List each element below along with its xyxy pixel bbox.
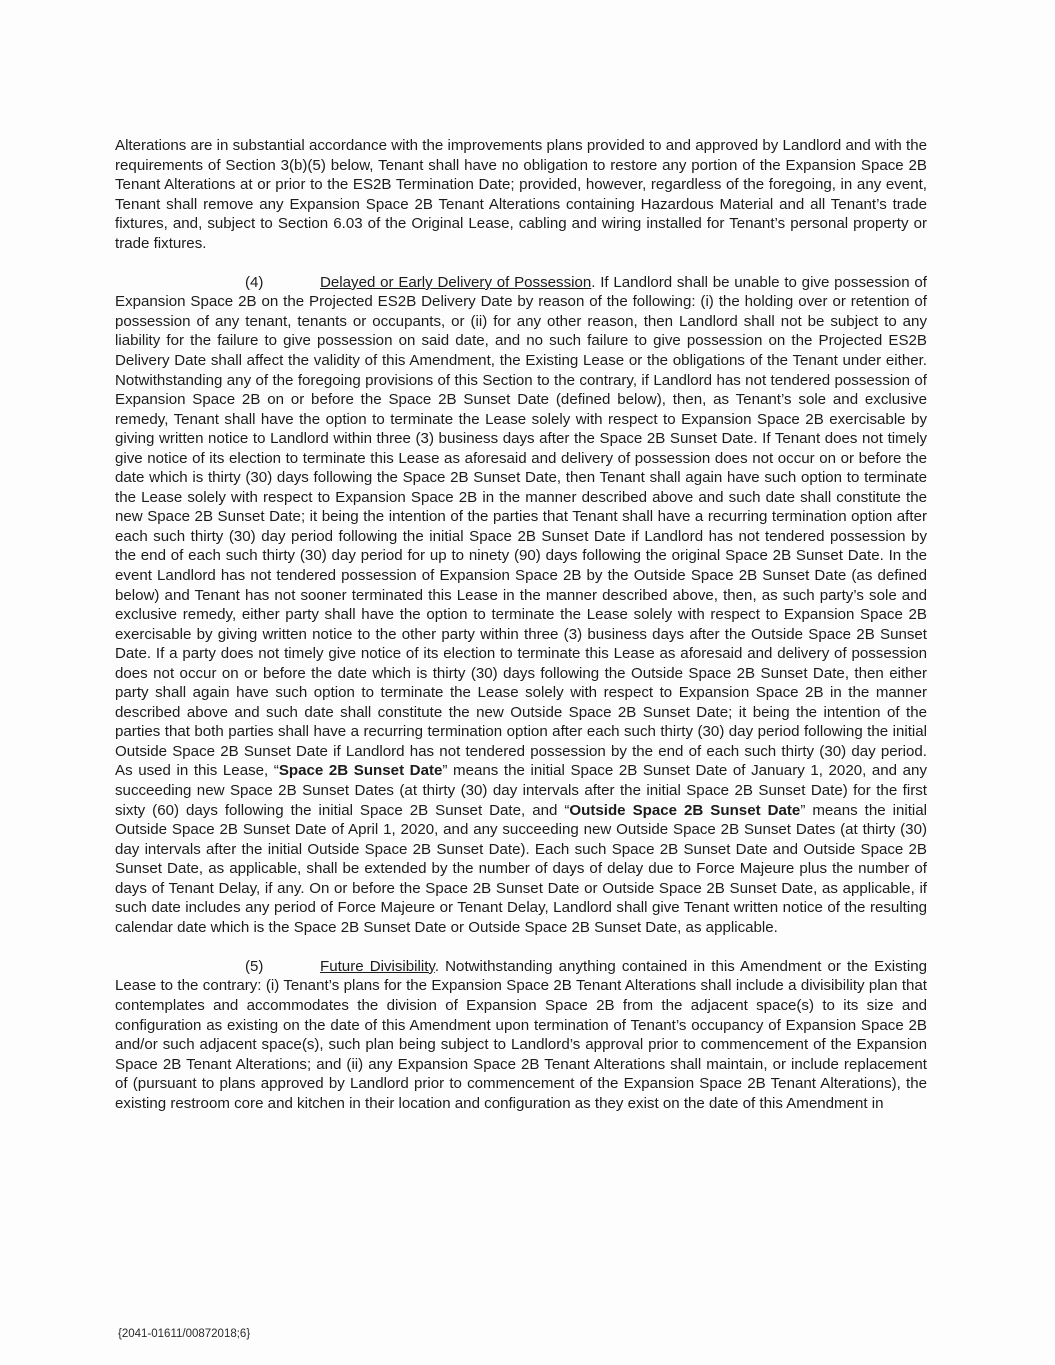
section-4-delayed-delivery (115, 273, 927, 938)
section-5-heading: Future Divisibility (320, 957, 435, 975)
document-body (115, 136, 927, 1133)
section-4-text-b: ” means the initial Space 2B Sunset Date of January 1, 2020, and any succeeding new Space 2B Sunset Dates (at thirty (30) day intervals after the initial Space 2B Sunset Date) for the first sixty (60) days following the initial Space 2B Sunset Date, and “ (115, 762, 927, 819)
document-footer-id: {2041-01611/00872018;6} (118, 1328, 251, 1340)
section-5-text: . Notwithstanding anything contained in this Amendment or the Existing Lease to the contrary: (i) Tenant’s plans for the Expansion Space 2B Tenant Alterations shall include a divisibility plan that contemplates and accommodates the division of Expansion Space 2B from the adjacent space(s) to its size and configuration as existing on the date of this Amendment upon termination of Tenant’s occupancy of Expansion Space 2B and/or such adjacent space(s), such plan being subject to Landlord’s approval prior to commencement of the Expansion Space 2B Tenant Alterations; and (ii) any Expansion Space 2B Tenant Alterations shall maintain, or include replacement of (pursuant to plans approved by Landlord prior to commencement of the Expansion Space 2B Tenant Alterations), the existing restroom core and kitchen in their location and configuration as they exist on the date of this Amendment in (115, 957, 927, 1112)
section-5-future-divisibility (115, 957, 927, 1113)
section-5-number: (5) (245, 957, 264, 975)
paragraph-alterations-text: Alterations are in substantial accordance with the improvements plans provided to and approved by Landlord and with the requirements of Section 3(b)(5) below, Tenant shall have no obligation to restore any portion of the Expansion Space 2B Tenant Alterations at or prior to the ES2B Termination Date; provided, however, regardless of the foregoing, in any event, Tenant shall remove any Expansion Space 2B Tenant Alterations containing Hazardous Material and all Tenant’s trade fixtures, and, subject to Section 6.03 of the Original Lease, cabling and wiring installed for Tenant’s personal property or trade fixtures. (115, 137, 927, 252)
term-outside-space-2b-sunset-date: Outside Space 2B Sunset Date (569, 801, 801, 819)
section-4-heading: Delayed or Early Delivery of Possession (320, 273, 592, 291)
term-space-2b-sunset-date: Space 2B Sunset Date (278, 762, 443, 780)
paragraph-alterations (115, 136, 927, 253)
section-4-text-c: ” means the initial Outside Space 2B Sunset Date of April 1, 2020, and any succeeding new Outside Space 2B Sunset Dates (at thirty (30) day intervals after the initial Outside Space 2B Sunset Date). Each such Space 2B Sunset Date and Outside Space 2B Sunset Date, as applicable, shall be extended by the number of days of delay due to Force Majeure plus the number of days of Tenant Delay, if any. On or before the Space 2B Sunset Date or Outside Space 2B Sunset Date, as applicable, if such date includes any period of Force Majeure or Tenant Delay, Landlord shall give Tenant written notice of the resulting calendar date which is the Space 2B Sunset Date or Outside Space 2B Sunset Date, as applicable. (115, 801, 927, 936)
section-4-text-a: . If Landlord shall be unable to give possession of Expansion Space 2B on the Projected ES2B Delivery Date by reason of the following: (i) the holding over or retention of possession of any tenant, tenants or occupants, or (ii) for any other reason, then Landlord shall not be subject to any liability for the failure to give possession on said date, and no such failure to give possession on the Projected ES2B Delivery Date shall affect the validity of this Amendment, the Existing Lease or the obligations of the Tenant under either. Notwithstanding any of the foregoing provisions of this Section to the contrary, if Landlord has not tendered possession of Expansion Space 2B on or before the Space 2B Sunset Date (defined below), then, as Tenant’s sole and exclusive remedy, Tenant shall have the option to terminate the Lease solely with respect to Expansion Space 2B exercisable by giving written notice to Landlord within three (3) business days after the Space 2B Sunset Date. If Tenant does not timely give notice of its election to terminate this Lease as aforesaid and delivery of possession does not occur on or before the date which is thirty (30) days following the Space 2B Sunset Date, then Tenant shall again have such option to terminate the Lease solely with respect to Expansion Space 2B in the manner described above and such date shall constitute the new Space 2B Sunset Date; it being the intention of the parties that Tenant shall have a recurring termination option after each such thirty (30) day period following the initial Space 2B Sunset Date if Landlord has not tendered possession by the end of each such thirty (30) day period for up to ninety (90) days following the original Space 2B Sunset Date. In the event Landlord has not tendered possession of Expansion Space 2B by the Outside Space 2B Sunset Date (as defined below) and Tenant has not sooner terminated this Lease in the manner described above, then, as such party’s sole and exclusive remedy, either party shall have the option to terminate the Lease solely with respect to Expansion Space 2B exercisable by giving written notice to the other party within three (3) business days after the Outside Space 2B Sunset Date. If a party does not timely give notice of its election to terminate this Lease as aforesaid and delivery of possession does not occur on or before the date which is thirty (30) days following the Outside Space 2B Sunset Date, then either party shall again have such option to terminate the Lease solely with respect to Expansion Space 2B in the manner described above and such date shall constitute the new Outside Space 2B Sunset Date; it being the intention of the parties that both parties shall have a recurring termination option after each such thirty (30) day period following the initial Outside Space 2B Sunset Date if Landlord has not tendered possession by the end of each such thirty (30) day period. As used in this Lease, “ (115, 273, 927, 780)
section-4-number: (4) (245, 273, 264, 291)
